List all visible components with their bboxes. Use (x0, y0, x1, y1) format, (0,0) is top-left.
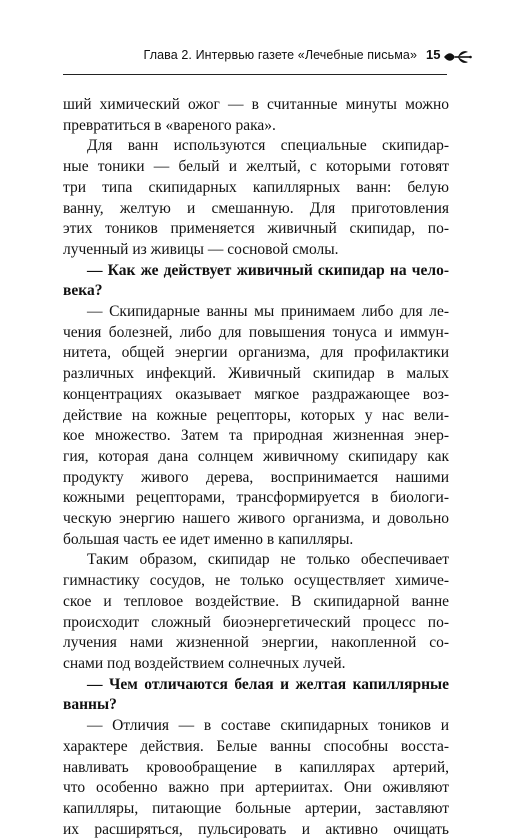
text-line: концентрациях оказывает мягкое раздражающее воз- (63, 385, 449, 403)
text-line: — Отличия — в составе скипидарных тоников и (87, 717, 449, 735)
text-line: характере действия. Белые ванны способны восста- (63, 737, 449, 755)
text-line: что особенно важно при артериитах. Они оживляют (63, 779, 449, 797)
text-line: ское и тепловое воздействие. В скипидарной ванне (63, 592, 449, 610)
running-header (0, 46, 509, 72)
text-line: лучения нами жизненной энергии, накопленной со- (63, 634, 449, 652)
text-line: Таким образом, скипидар не только обеспечивает (87, 551, 449, 569)
text-line: этих тоников применяется живичный скипидар, по- (63, 220, 449, 238)
question-line: — Как же действует живичный скипидар на чело- (87, 261, 449, 279)
text-line: — Скипидарные ванны мы принимаем либо для ле- (87, 303, 449, 321)
question-line: века? (63, 282, 103, 300)
text-line: ные тоники — белый и желтый, с которыми готовят (63, 158, 449, 176)
text-line: гия, которая дана солнцем живичному скипидару как (63, 447, 449, 465)
text-line: ванну, желтую и смешанную. Для приготовления (63, 199, 449, 217)
text-line: гимнастику сосудов, не только осуществляет химиче- (63, 572, 449, 590)
fleuron-icon (442, 48, 472, 66)
text-line: капилляры, питающие больные артерии, заставляют (63, 799, 449, 817)
text-line: три типа скипидарных капиллярных ванн: белую (63, 178, 449, 196)
text-line: кожными рецепторами, трансформируется в биологи- (63, 489, 449, 507)
header-rule (63, 74, 447, 75)
text-line: их расширяться, пульсировать и активно очищать (63, 820, 449, 838)
text-line: действие на кожные рецепторы, которых у нас вели- (63, 406, 449, 424)
page-number: 15 (426, 47, 441, 62)
text-line: Для ванн используются специальные скипидар- (87, 137, 449, 155)
text-line: навливать кровообращение в капиллярах артерий, (63, 758, 449, 776)
text-line: нитета, общей энергии организма, для профилактики (63, 344, 449, 362)
text-line: превратиться в «вареного рака». (63, 116, 276, 134)
text-line: ший химический ожог — в считанные минуты можно (63, 96, 449, 113)
running-title: Глава 2. Интервью газете «Лечебные письма» (143, 48, 417, 62)
question-line: — Чем отличаются белая и желтая капиллярные (87, 675, 449, 693)
body-text (63, 95, 449, 840)
question-line: ванны? (63, 696, 117, 714)
text-line: различных инфекций. Живичный скипидар в малых (63, 365, 449, 383)
text-line: кое множество. Затем та природная жизненная энер- (63, 427, 449, 445)
text-line: большая часть ее идет именно в капилляры. (63, 530, 354, 548)
text-line: чения болезней, либо для повышения тонуса и иммун- (63, 323, 449, 341)
text-line: ческую энергию нашего живого организма, и довольно (63, 510, 449, 528)
text-line: происходит сложный биоэнергетический процесс по- (63, 613, 449, 631)
text-line: продукту живого дерева, воспринимается нашими (63, 468, 449, 486)
text-line: снами под воздействием солнечных лучей. (63, 654, 346, 672)
text-line: лученный из живицы — сосновой смолы. (63, 240, 339, 258)
